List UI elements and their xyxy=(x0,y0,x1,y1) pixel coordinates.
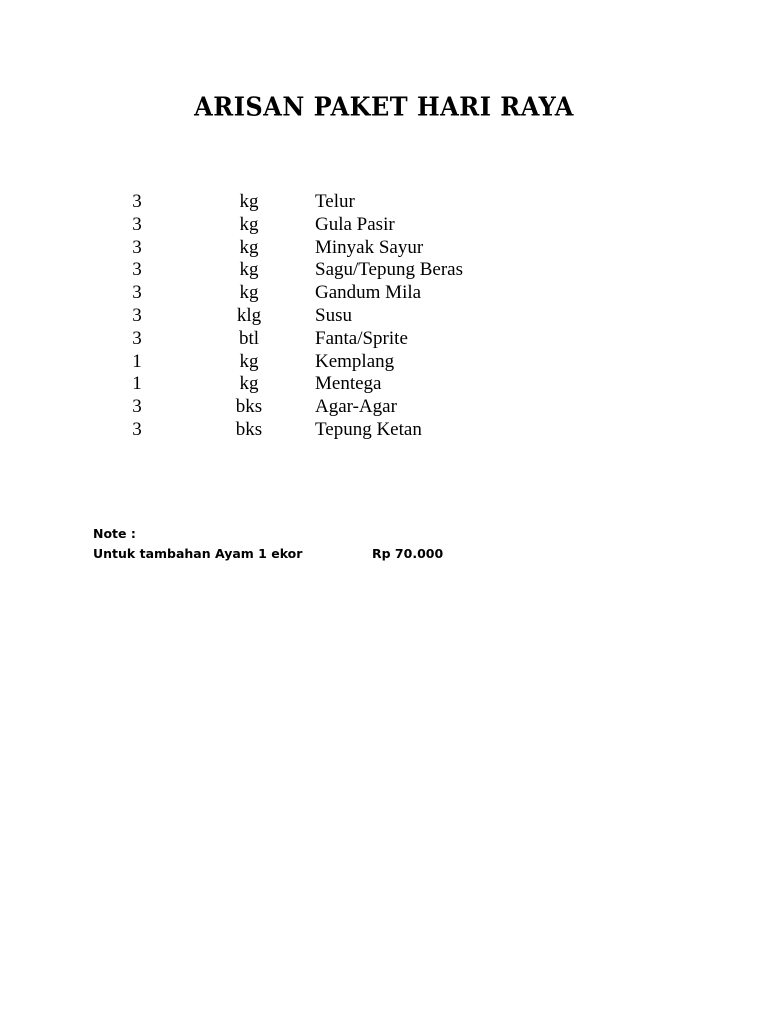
note-line xyxy=(93,545,493,565)
item-name: Mentega xyxy=(315,373,382,395)
item-unit: kg xyxy=(239,350,259,372)
item-unit: kg xyxy=(239,213,259,235)
list-item xyxy=(0,237,768,260)
item-unit: kg xyxy=(239,259,259,281)
item-name: Fanta/Sprite xyxy=(315,327,408,349)
item-quantity: 1 xyxy=(132,350,142,372)
item-quantity: 3 xyxy=(132,282,142,304)
list-item xyxy=(0,373,768,396)
list-item xyxy=(0,396,768,419)
list-item xyxy=(0,214,768,237)
item-unit: bks xyxy=(235,396,263,418)
item-name: Gula Pasir xyxy=(315,213,395,235)
item-list xyxy=(0,191,768,442)
list-item xyxy=(0,419,768,442)
note-price: Rp 70.000 xyxy=(372,546,444,561)
list-item xyxy=(0,351,768,374)
item-quantity: 3 xyxy=(132,304,142,326)
item-unit: kg xyxy=(239,191,259,212)
item-name: Susu xyxy=(315,304,352,326)
item-name: Telur xyxy=(315,191,355,212)
note-label: Note : xyxy=(93,526,136,541)
list-item xyxy=(0,259,768,282)
item-name: Tepung Ketan xyxy=(315,418,422,440)
item-name: Sagu/Tepung Beras xyxy=(315,259,464,281)
item-unit: kg xyxy=(239,282,259,304)
item-quantity: 3 xyxy=(132,236,142,258)
item-quantity: 1 xyxy=(132,373,142,395)
item-unit: btl xyxy=(238,327,260,349)
list-item xyxy=(0,305,768,328)
item-name: Kemplang xyxy=(315,350,395,372)
note-text: Untuk tambahan Ayam 1 ekor xyxy=(93,546,303,561)
item-quantity: 3 xyxy=(132,259,142,281)
item-unit: klg xyxy=(236,304,262,326)
item-quantity: 3 xyxy=(132,396,142,418)
note-section xyxy=(93,525,493,565)
item-quantity: 3 xyxy=(132,327,142,349)
item-unit: kg xyxy=(239,373,259,395)
item-quantity: 3 xyxy=(132,213,142,235)
item-unit: kg xyxy=(239,236,259,258)
document-title: ARISAN PAKET HARI RAYA xyxy=(194,90,574,123)
list-item xyxy=(0,282,768,305)
list-item xyxy=(0,191,768,214)
item-quantity: 3 xyxy=(132,418,142,440)
item-name: Minyak Sayur xyxy=(315,236,424,258)
list-item xyxy=(0,328,768,351)
item-quantity: 3 xyxy=(132,191,142,212)
item-unit: bks xyxy=(235,418,263,440)
item-name: Gandum Mila xyxy=(315,282,422,304)
item-name: Agar-Agar xyxy=(315,396,397,418)
